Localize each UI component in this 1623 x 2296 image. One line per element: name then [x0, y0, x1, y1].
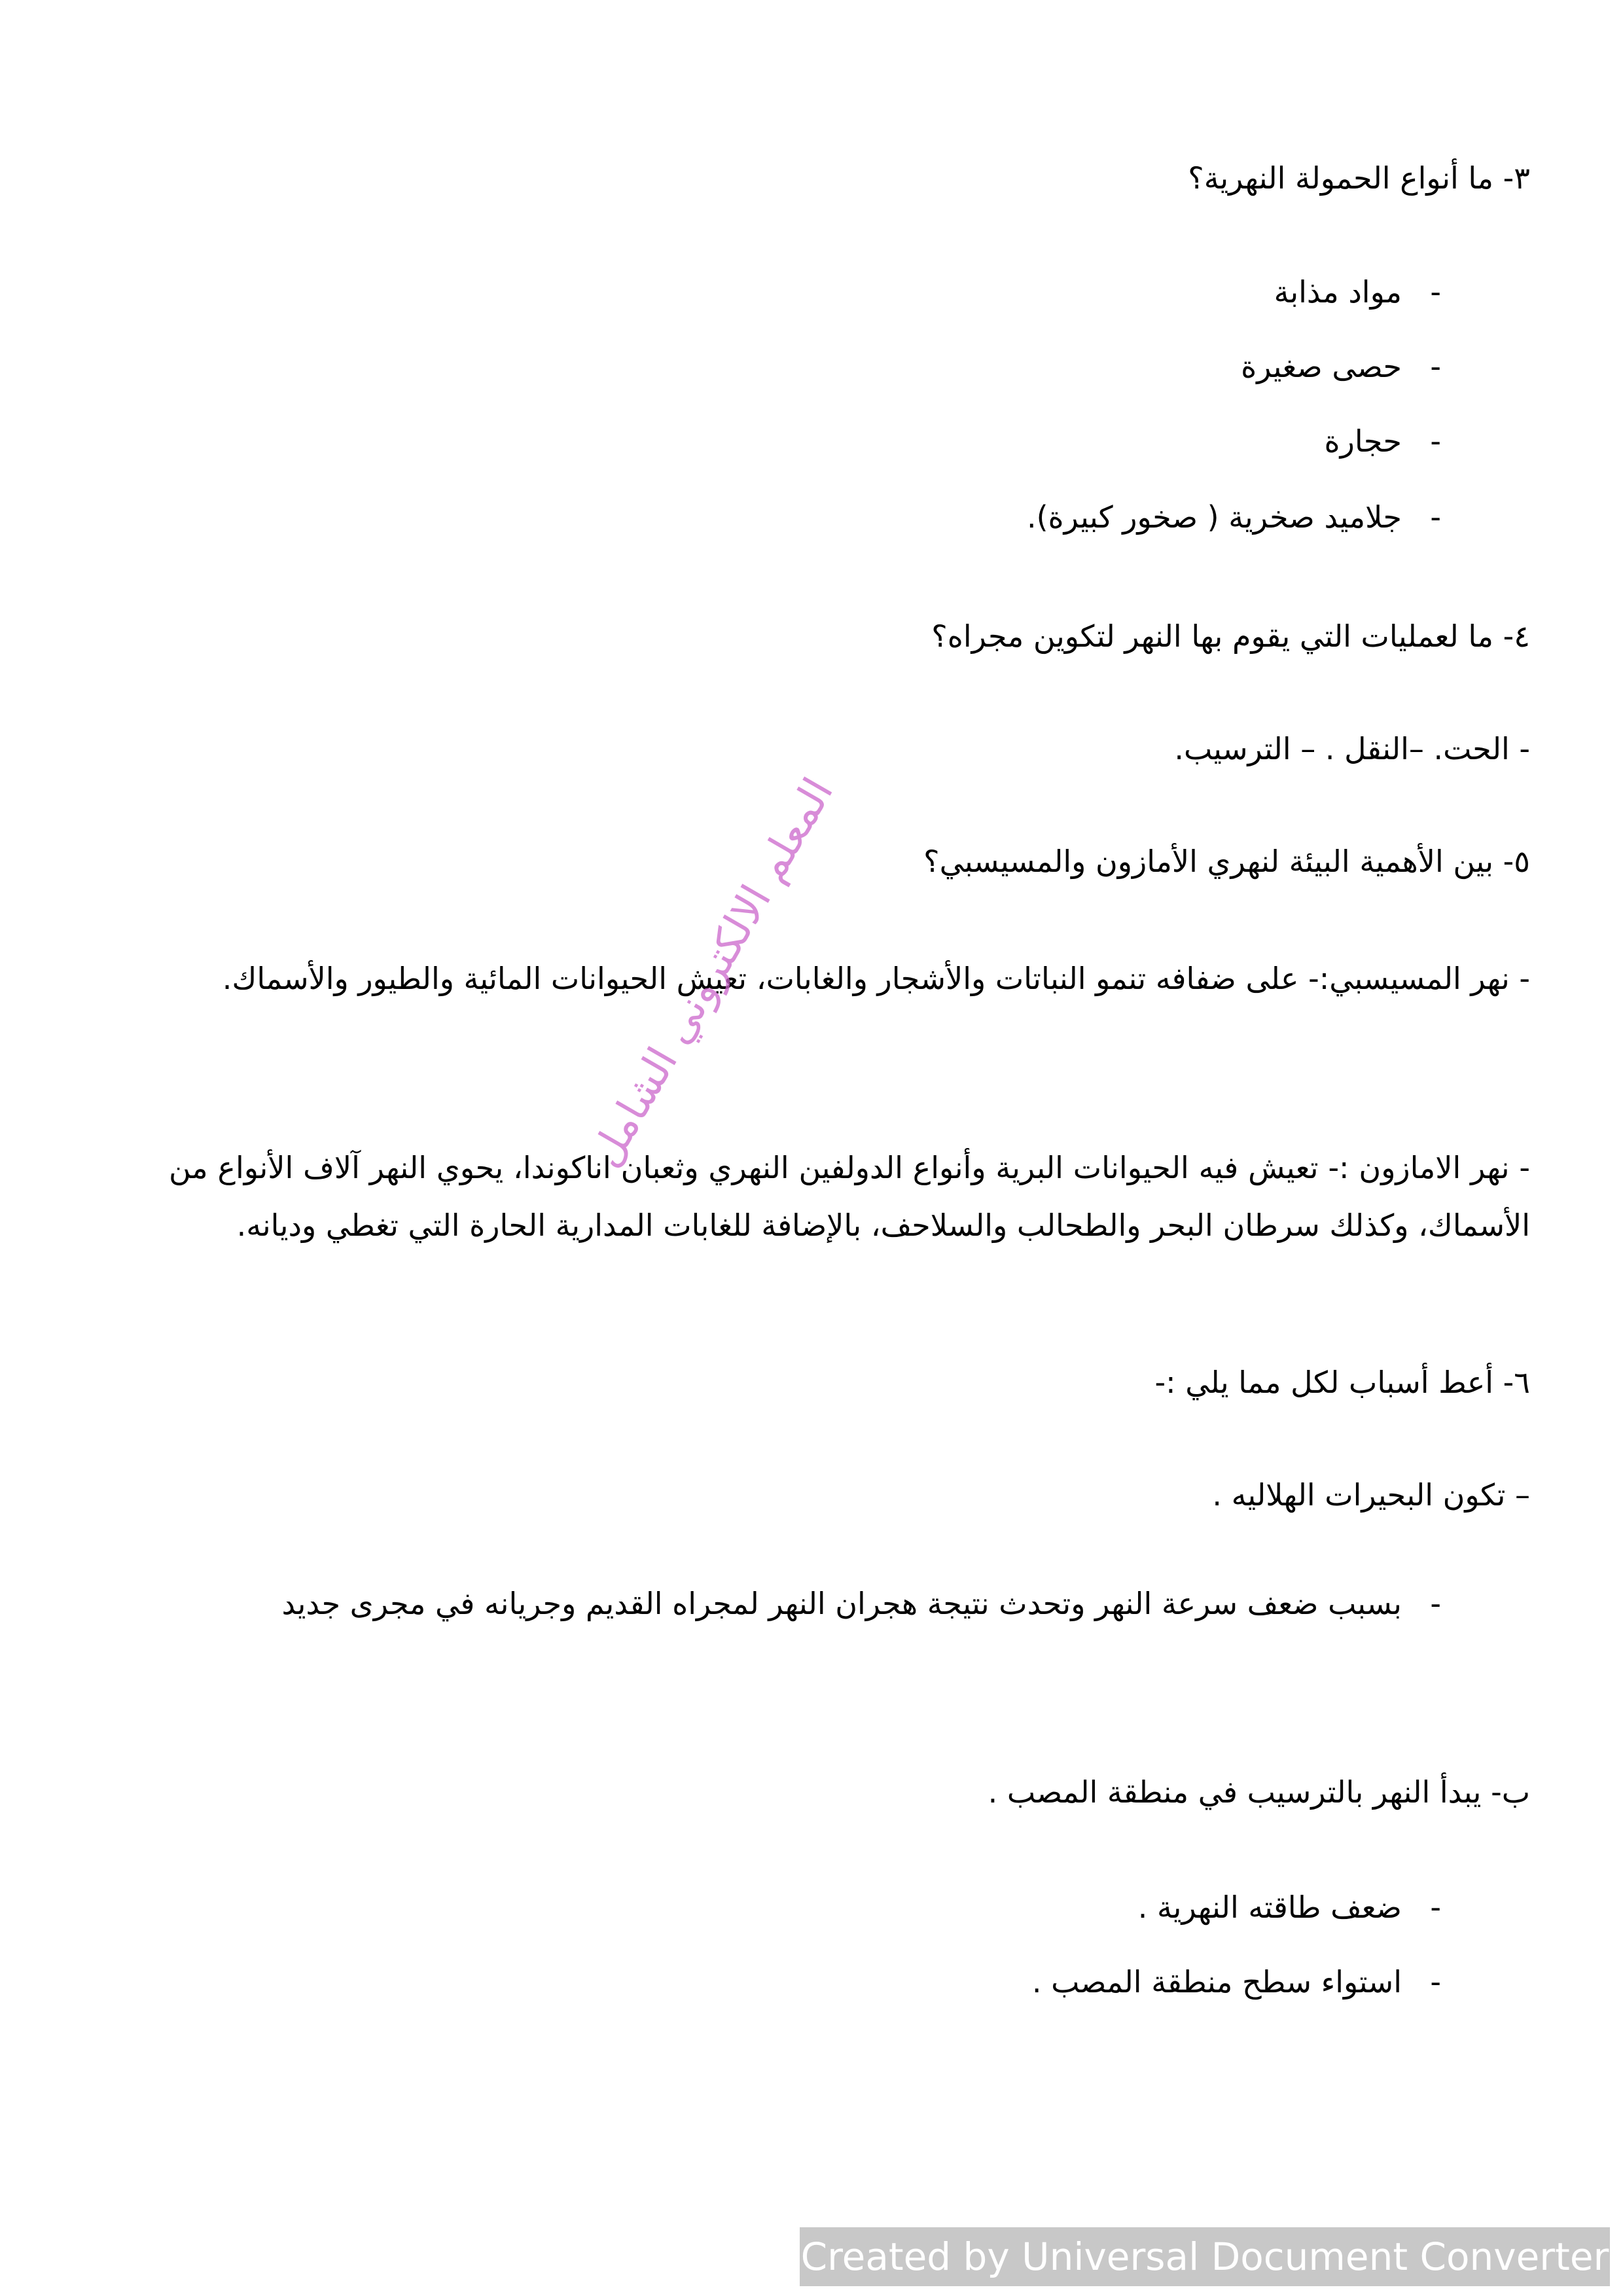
- converter-banner: Created by Universal Document Converter: [800, 2227, 1610, 2286]
- q3-answer-2: [1241, 346, 1441, 387]
- bullet-dash: -: [1430, 274, 1441, 310]
- bullet-dash: -: [1430, 349, 1441, 384]
- bullet-dash: -: [1430, 423, 1441, 459]
- q6-part-a-title: – تكون البحيرات الهلاليه .: [1212, 1477, 1530, 1513]
- q3-answer-3: [1324, 420, 1441, 462]
- bullet-dash: -: [1430, 1586, 1441, 1621]
- answer-text: ضعف طاقته النهرية .: [1137, 1890, 1402, 1925]
- bullet-dash: -: [1430, 499, 1441, 535]
- q6-part-b-answer-2: [1031, 1961, 1441, 2003]
- question-4: ٤- ما لعمليات التي يقوم بها النهر لتكوين مجراه؟: [931, 619, 1530, 654]
- q6-part-b-title: ب- يبدأ النهر بالترسيب في منطقة المصب .: [988, 1774, 1530, 1810]
- answer-text: حصى صغيرة: [1241, 349, 1402, 384]
- q4-answer: - الحت. –النقل . – الترسيب.: [1174, 731, 1530, 766]
- q3-answer-1: [1274, 271, 1441, 313]
- bullet-dash: -: [1430, 1890, 1441, 1925]
- bullet-dash: -: [1430, 1964, 1441, 2000]
- question-6: ٦- أعط أسباب لكل مما يلي :-: [1154, 1365, 1530, 1400]
- q5-mississippi: - نهر المسيسبي:- على ضفافه تنمو النباتات والأشجار والغابات، تعيش الحيوانات المائية والطيور والأسماك.: [222, 961, 1530, 996]
- answer-text: استواء سطح منطقة المصب .: [1031, 1964, 1402, 2000]
- answer-text: مواد مذابة: [1274, 274, 1402, 310]
- answer-text: حجارة: [1324, 423, 1402, 459]
- question-3: ٣- ما أنواع الحمولة النهرية؟: [1188, 160, 1530, 196]
- question-5: ٥- بين الأهمية البيئة لنهري الأمازون والمسيسبي؟: [923, 844, 1530, 879]
- q6-part-b-answer-1: [1137, 1886, 1441, 1928]
- answer-text: جلاميد صخرية ( صخور كبيرة).: [1026, 499, 1402, 535]
- q6-part-a-answer: [171, 1568, 1441, 1640]
- q5-amazon: - نهر الامازون :- تعيش فيه الحيوانات البرية وأنواع الدولفين النهري وثعبان اناكوندا، يحوي النهر آلاف الأنواع من الأسماك، وكذلك سرطان البحر والطحالب والسلاحف، بالإضافة للغابات المدارية الحارة التي تغطي وديانه.: [169, 1150, 1530, 1243]
- watermark-text: المعلم الالكتروني الشامل: [580, 770, 844, 1175]
- answer-text: بسبب ضعف سرعة النهر وتحدث نتيجة هجران النهر لمجراه القديم وجريانه في مجرى جديد: [281, 1586, 1402, 1621]
- q3-answer-4: [1026, 496, 1441, 538]
